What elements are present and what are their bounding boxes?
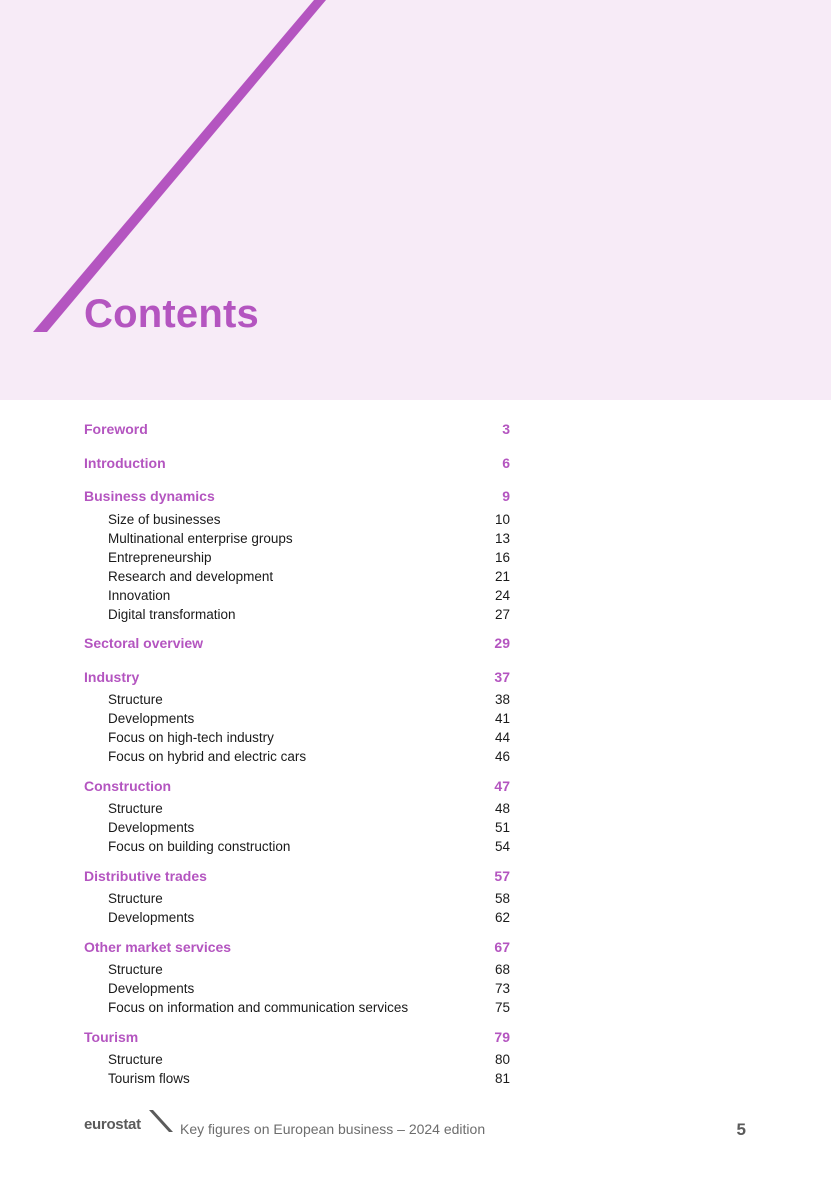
toc-section-entry[interactable] — [84, 889, 510, 908]
toc-chapter-entry[interactable] — [84, 633, 510, 652]
eurostat-logo-slash-icon — [148, 1110, 174, 1136]
toc-entry-page: 29 — [494, 634, 510, 651]
toc-entry-page: 46 — [494, 749, 510, 764]
toc-entry-page: 9 — [502, 487, 510, 504]
toc-section-entry[interactable] — [84, 1050, 510, 1069]
toc-entry-label: Developments — [108, 820, 195, 835]
toc-entry-label: Other market services — [84, 938, 232, 955]
toc-entry-page: 16 — [494, 550, 510, 565]
toc-entry-page: 80 — [494, 1052, 510, 1067]
toc-chapter-entry[interactable] — [84, 776, 510, 795]
toc-section-entry[interactable] — [84, 960, 510, 979]
toc-section-entry[interactable] — [84, 908, 510, 927]
toc-chapter-entry[interactable] — [84, 937, 510, 956]
toc-entry-page: 21 — [494, 569, 510, 584]
toc-chapter-entry[interactable] — [84, 667, 510, 686]
toc-entry-label: Developments — [108, 981, 195, 996]
diagonal-stripe-decoration — [0, 0, 831, 400]
toc-section-entry[interactable] — [84, 998, 510, 1017]
toc-entry-page: 81 — [494, 1071, 510, 1086]
toc-section-entry[interactable] — [84, 690, 510, 709]
toc-entry-page: 62 — [494, 910, 510, 925]
toc-section-entry[interactable] — [84, 567, 510, 586]
page-number: 5 — [736, 1120, 746, 1139]
toc-entry-label: Size of businesses — [108, 512, 221, 527]
toc-section-entry[interactable] — [84, 979, 510, 998]
toc-section-entry[interactable] — [84, 799, 510, 818]
toc-entry-label: Focus on high-tech industry — [108, 730, 274, 745]
toc-section-entry[interactable] — [84, 837, 510, 856]
toc-entry-label: Structure — [108, 962, 163, 977]
toc-entry-page: 41 — [494, 711, 510, 726]
toc-entry-page: 44 — [494, 730, 510, 745]
toc-entry-page: 24 — [494, 588, 510, 603]
toc-entry-label: Structure — [108, 692, 163, 707]
toc-entry-label: Digital transformation — [108, 607, 236, 622]
toc-entry-page: 68 — [494, 962, 510, 977]
toc-entry-page: 73 — [494, 981, 510, 996]
toc-entry-page: 6 — [502, 454, 510, 471]
toc-section-entry[interactable] — [84, 818, 510, 837]
toc-entry-page: 3 — [502, 420, 510, 437]
toc-entry-label: Business dynamics — [84, 487, 215, 504]
toc-entry-page: 13 — [494, 531, 510, 546]
toc-section-entry[interactable] — [84, 728, 510, 747]
toc-entry-page: 79 — [494, 1028, 510, 1045]
toc-entry-page: 57 — [494, 867, 510, 884]
toc-entry-page: 67 — [494, 938, 510, 955]
toc-chapter-entry[interactable] — [84, 486, 510, 505]
toc-section-entry[interactable] — [84, 586, 510, 605]
toc-entry-label: Developments — [108, 711, 195, 726]
toc-entry-label: Structure — [108, 1052, 163, 1067]
toc-entry-page: 38 — [494, 692, 510, 707]
toc-chapter-entry[interactable] — [84, 453, 510, 472]
publication-title: Key figures on European business – 2024 edition — [180, 1121, 486, 1137]
toc-entry-page: 10 — [494, 512, 510, 527]
toc-entry-label: Developments — [108, 910, 195, 925]
toc-entry-label: Introduction — [84, 454, 166, 471]
toc-entry-page: 58 — [494, 891, 510, 906]
toc-entry-page: 54 — [494, 839, 510, 854]
toc-section-entry[interactable] — [84, 548, 510, 567]
toc-entry-label: Focus on hybrid and electric cars — [108, 749, 307, 764]
toc-entry-label: Focus on building construction — [108, 839, 291, 854]
toc-entry-page: 51 — [494, 820, 510, 835]
toc-entry-page: 37 — [494, 668, 510, 685]
toc-entry-label: Innovation — [108, 588, 171, 603]
toc-entry-page: 27 — [494, 607, 510, 622]
toc-entry-label: Focus on information and communication services — [108, 1000, 409, 1015]
toc-section-entry[interactable] — [84, 709, 510, 728]
toc-chapter-entry[interactable] — [84, 419, 510, 438]
toc-entry-label: Multinational enterprise groups — [108, 531, 293, 546]
toc-entry-label: Industry — [84, 668, 140, 685]
toc-entry-label: Foreword — [84, 420, 148, 437]
toc-section-entry[interactable] — [84, 529, 510, 548]
toc-section-entry[interactable] — [84, 510, 510, 529]
page-title: Contents — [84, 292, 259, 336]
toc-entry-label: Structure — [108, 801, 163, 816]
eurostat-logo: eurostat — [84, 1116, 141, 1133]
toc-entry-label: Distributive trades — [84, 867, 207, 884]
toc-entry-label: Structure — [108, 891, 163, 906]
toc-section-entry[interactable] — [84, 1069, 510, 1088]
toc-chapter-entry[interactable] — [84, 1027, 510, 1046]
toc-entry-page: 75 — [494, 1000, 510, 1015]
toc-entry-page: 48 — [494, 801, 510, 816]
toc-entry-page: 47 — [494, 777, 510, 794]
toc-entry-label: Research and development — [108, 569, 274, 584]
toc-entry-label: Entrepreneurship — [108, 550, 212, 565]
toc-entry-label: Construction — [84, 777, 172, 794]
toc-section-entry[interactable] — [84, 747, 510, 766]
toc-chapter-entry[interactable] — [84, 866, 510, 885]
toc-entry-label: Sectoral overview — [84, 634, 204, 651]
toc-entry-label: Tourism — [84, 1028, 139, 1045]
page-footer — [84, 1110, 746, 1142]
toc-entry-label: Tourism flows — [108, 1071, 190, 1086]
toc-section-entry[interactable] — [84, 605, 510, 624]
header-band — [0, 0, 831, 400]
